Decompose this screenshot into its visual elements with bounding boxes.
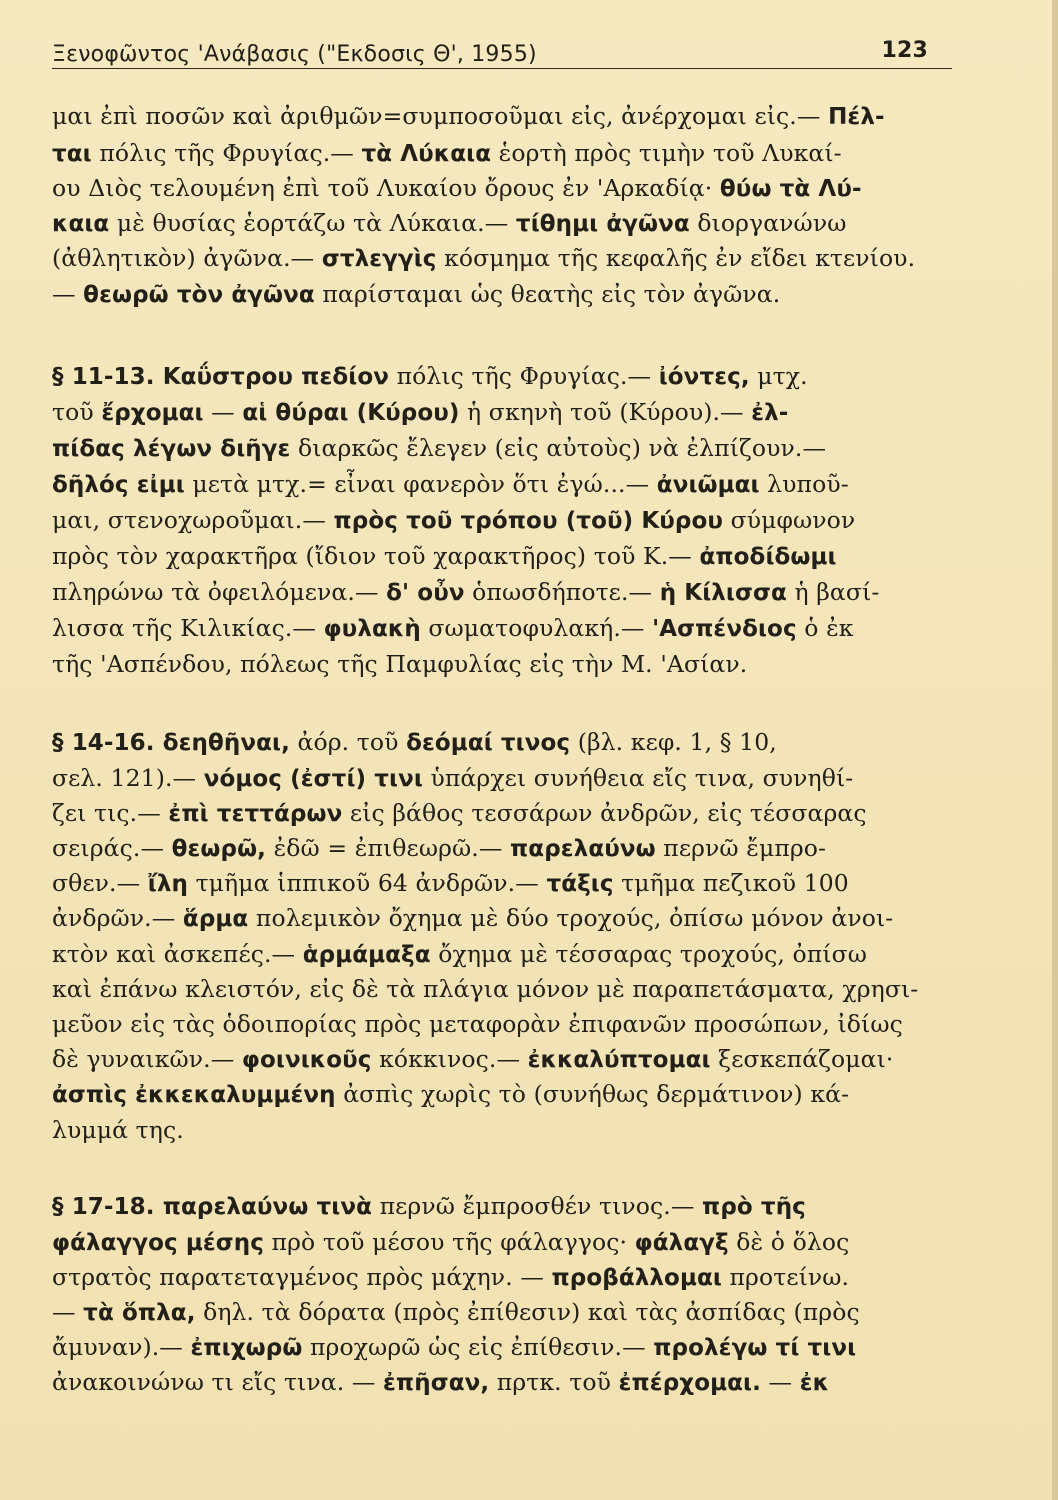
definition-text: ζει τις.— (52, 799, 169, 827)
definition-text: ἐδῶ = ἐπιθεωρῶ.— (266, 834, 511, 862)
definition-text: παρίσταμαι ὡς θεατὴς εἰς τὸν ἀγῶνα. (314, 280, 781, 308)
definition-text: ὁπωσδήποτε.— (464, 578, 660, 606)
definition-text: — (52, 280, 84, 308)
definition-text: ἀνδρῶν.— (52, 904, 183, 932)
headword: § 11-13. Καΰστρου πεδίον (52, 364, 389, 390)
headword: ἐπὶ τεττάρων (168, 801, 343, 827)
definition-text: τοῦ (52, 398, 102, 426)
definition-text: σωματοφυλακή.— (420, 614, 653, 642)
headword: ἐπῆσαν, (383, 1370, 490, 1396)
headword: ἁρμάμαξα (302, 942, 431, 968)
header-rule (52, 68, 952, 69)
definition-text: (ἀθλητικὸν) ἀγῶνα.— (52, 244, 322, 272)
definition-text: ἄμυναν).— (52, 1333, 191, 1361)
definition-text: μαι ἐπὶ ποσῶν καὶ ἀριθμῶν=συμποσοῦμαι εἰς, ἀνέρχομαι εἰς.— (52, 102, 829, 130)
text-line (52, 278, 952, 310)
headword: ἐπιχωρῶ (190, 1335, 303, 1361)
headword: ἐπέρχομαι. (618, 1370, 761, 1396)
headword: φυλακὴ (323, 616, 421, 642)
definition-text: ἡ βασί- (786, 578, 880, 606)
headword: δῆλός εἰμι (52, 472, 185, 498)
running-title: Ξενοφῶντος 'Ανάβασις ("Εκδοσις Θ', 1955) (52, 42, 537, 67)
text-line (52, 973, 952, 1005)
definition-text: πρὸ τοῦ μέσου τῆς φάλαγγος· (263, 1228, 635, 1256)
definition-text: μὲ θυσίας ἑορτάζω τὰ Λύκαια.— (109, 209, 516, 237)
headword: πρὸ τῆς (702, 1194, 806, 1220)
definition-text: δηλ. τὰ δόρατα (πρὸς ἐπίθεσιν) καὶ τὰς ἀσπίδας (πρὸς (195, 1298, 860, 1326)
headword: ἀσπὶς ἐκκεκαλυμμένη (52, 1082, 336, 1108)
text-line (52, 762, 952, 794)
headword: ἡ Κίλισσα (659, 580, 787, 606)
definition-text: πολεμικὸν ὄχημα μὲ δύο τροχούς, ὀπίσω μόνον ἀνοι- (248, 904, 894, 932)
text-line (52, 207, 952, 239)
definition-text: πληρώνω τὰ ὀφειλόμενα.— (52, 578, 387, 606)
headword: § 14-16. δεηθῆναι, (52, 730, 290, 756)
definition-text: ου Διὸς τελουμένη ἐπὶ τοῦ Λυκαίου ὄρους ἐν 'Αρκαδίᾳ· (52, 174, 720, 202)
headword: τίθημι ἀγῶνα (515, 211, 690, 237)
headword: ἐκ (799, 1370, 830, 1396)
text-line (52, 938, 952, 970)
definition-text: δὲ γυναικῶν.— (52, 1045, 242, 1073)
definition-text: μαι, στενοχωροῦμαι.— (52, 506, 334, 534)
definition-text: πόλις τῆς Φρυγίας.— (389, 362, 659, 390)
text-line (52, 1008, 952, 1040)
definition-text: διοργανώνω (689, 209, 847, 237)
text-line (52, 648, 952, 680)
definition-text: κόκκινος.— (371, 1045, 528, 1073)
definition-text: ὄχημα μὲ τέσσαρας τροχούς, ὀπίσω (430, 940, 868, 968)
headword: φάλαγξ (634, 1230, 729, 1256)
text-line (52, 242, 952, 274)
headword: ἐκκαλύπτομαι (527, 1047, 711, 1073)
text-line (52, 100, 952, 132)
headword: θύω τὰ Λύ- (719, 176, 862, 202)
headword: δεόμαί τινος (406, 730, 571, 756)
definition-text: ὁ ἐκ (796, 614, 854, 642)
definition-text: πρὸς τὸν χαρακτῆρα (ἴδιον τοῦ χαρακτῆρος) τοῦ Κ.— (52, 542, 700, 570)
definition-text: μτχ. (749, 362, 808, 390)
text-line (52, 396, 952, 428)
headword: αἱ θύραι (Κύρου) (242, 400, 460, 426)
text-line (52, 867, 952, 899)
headword: φοινικοῦς (241, 1047, 372, 1073)
definition-text: τμῆμα ἱππικοῦ 64 ἀνδρῶν.— (188, 869, 547, 897)
headword: ἅρμα (182, 906, 249, 932)
headword: πίδας λέγων διῆγε (52, 436, 291, 462)
headword: προβάλλομαι (551, 1265, 722, 1291)
definition-text: προχωρῶ ὡς εἰς ἐπίθεσιν.— (302, 1333, 654, 1361)
text-line (52, 726, 952, 758)
page-edge (1052, 0, 1058, 1500)
definition-text: εἰς βάθος τεσσάρων ἀνδρῶν, εἰς τέσσαρας (342, 799, 867, 827)
headword: προλέγω τί τινι (653, 1335, 857, 1361)
headword: πρὸς τοῦ τρόπου (τοῦ) Κύρου (333, 508, 723, 534)
definition-text: (βλ. κεφ. 1, § 10, (570, 728, 777, 756)
definition-text: — (760, 1368, 800, 1396)
definition-text: κτὸν καὶ ἀσκεπές.— (52, 940, 303, 968)
headword: ἐλ- (751, 400, 789, 426)
text-line (52, 1114, 952, 1146)
headword: ἰόντες, (658, 364, 750, 390)
definition-text: λυποῦ- (759, 470, 849, 498)
definition-text: στρατὸς παρατεταγμένος πρὸς μάχην. — (52, 1263, 552, 1291)
definition-text: ξεσκεπάζομαι· (710, 1045, 894, 1073)
headword: ἔρχομαι (101, 400, 204, 426)
text-line (52, 1078, 952, 1110)
definition-text: πρτκ. τοῦ (489, 1368, 619, 1396)
page-number: 123 (881, 38, 928, 63)
definition-text: ὑπάρχει συνήθεια εἴς τινα, συνηθί- (422, 764, 854, 792)
headword: τὰ Λύκαια (361, 141, 492, 167)
definition-text: κόσμημα τῆς κεφαλῆς ἐν εἴδει κτενίου. (436, 244, 916, 272)
text-line (52, 1261, 952, 1293)
headword: θεωρῶ τὸν ἀγῶνα (83, 282, 315, 308)
headword: τάξις (546, 871, 614, 897)
text-line (52, 468, 952, 500)
text-line (52, 576, 952, 608)
headword: φάλαγγος μέσης (52, 1230, 264, 1256)
definition-text: πόλις τῆς Φρυγίας.— (91, 139, 362, 167)
headword: στλεγγὶς (321, 246, 437, 272)
definition-text: περνῶ ἔμπρο- (655, 834, 827, 862)
text-line (52, 504, 952, 536)
definition-text: μεῦον εἰς τὰς ὁδοιπορίας πρὸς μεταφορὰν ἐπιφανῶν προσώπων, ἰδίως (52, 1010, 903, 1038)
definition-text: ἡ σκηνὴ τοῦ (Κύρου).— (459, 398, 752, 426)
headword: θεωρῶ, (171, 836, 267, 862)
text-line (52, 1331, 952, 1363)
text-line (52, 172, 952, 204)
text-line (52, 797, 952, 829)
headword: ἀποδίδωμι (699, 544, 837, 570)
headword: ται (52, 141, 92, 167)
definition-text: λισσα τῆς Κιλικίας.— (52, 614, 324, 642)
definition-text: ἀόρ. τοῦ (289, 728, 407, 756)
text-line (52, 137, 952, 169)
headword: νόμος (ἐστί) τινι (203, 766, 423, 792)
text-line (52, 432, 952, 464)
definition-text: ἀσπὶς χωρὶς τὸ (συνήθως δερμάτινον) κά- (335, 1080, 850, 1108)
text-line (52, 612, 952, 644)
definition-text: μετὰ μτχ.= εἶναι φανερὸν ὅτι ἐγώ...— (184, 470, 657, 498)
definition-text: δὲ ὁ ὅλος (728, 1228, 850, 1256)
headword: τὰ ὅπλα, (83, 1300, 196, 1326)
definition-text: σειράς.— (52, 834, 172, 862)
definition-text: λυμμά της. (52, 1116, 184, 1144)
headword: ἴλη (147, 871, 188, 897)
headword: § 17-18. παρελαύνω τινὰ (52, 1194, 373, 1220)
definition-text: ἀνακοινώνω τι εἴς τινα. — (52, 1368, 384, 1396)
text-line (52, 1043, 952, 1075)
text-line (52, 1366, 952, 1398)
headword: δ' οὖν (386, 580, 465, 606)
definition-text: καὶ ἐπάνω κλειστόν, εἰς δὲ τὰ πλάγια μόνον μὲ παραπετάσματα, χρησι- (52, 975, 919, 1003)
definition-text: — (52, 1298, 84, 1326)
text-line (52, 360, 952, 392)
headword: ἀνιῶμαι (656, 472, 760, 498)
headword: 'Ασπένδιος (652, 616, 797, 642)
text-line (52, 540, 952, 572)
definition-text: διαρκῶς ἔλεγεν (εἰς αὐτοὺς) νὰ ἐλπίζουν.— (290, 434, 827, 462)
definition-text: ἑορτὴ πρὸς τιμὴν τοῦ Λυκαί- (491, 139, 842, 167)
definition-text: τμῆμα πεζικοῦ 100 (613, 869, 849, 897)
definition-text: τῆς 'Ασπένδου, πόλεως τῆς Παμφυλίας εἰς τὴν Μ. 'Ασίαν. (52, 650, 748, 678)
definition-text: προτείνω. (721, 1263, 850, 1291)
definition-text: σθεν.— (52, 869, 148, 897)
headword: Πέλ- (828, 104, 885, 130)
text-line (52, 1190, 952, 1222)
definition-text: περνῶ ἔμπροσθέν τινος.— (372, 1192, 703, 1220)
definition-text: σύμφωνον (723, 506, 856, 534)
text-line (52, 832, 952, 864)
headword: παρελαύνω (510, 836, 656, 862)
text-line (52, 1296, 952, 1328)
headword: καια (52, 211, 110, 237)
definition-text: — (203, 398, 243, 426)
definition-text: σελ. 121).— (52, 764, 204, 792)
text-line (52, 902, 952, 934)
text-line (52, 1226, 952, 1258)
